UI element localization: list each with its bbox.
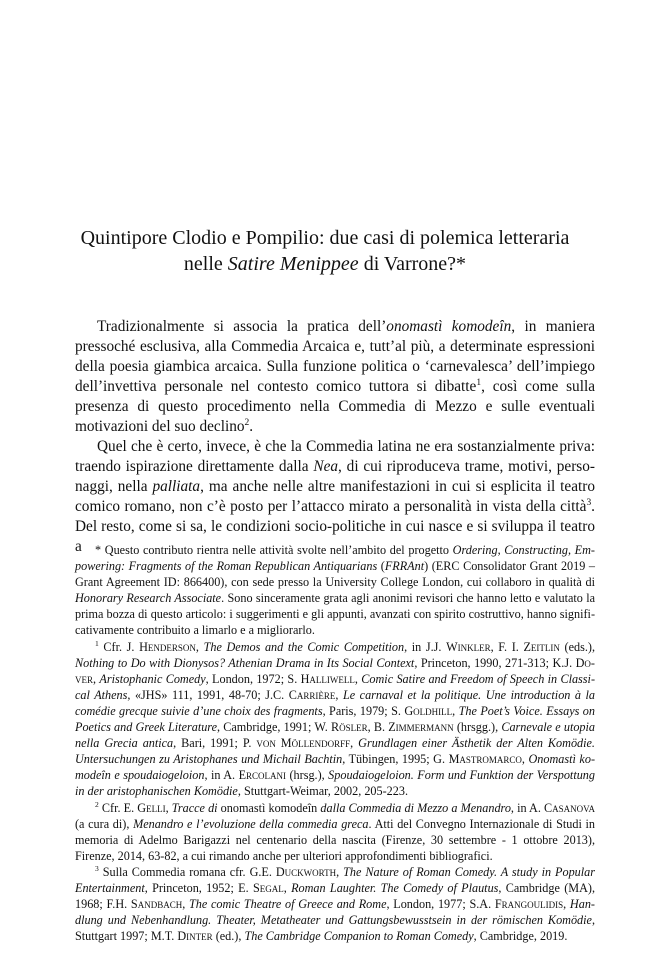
text-run: , [336, 864, 344, 879]
text-run: ) (ERC Consolidator Grant 2019 – Grant Agreement ID: 866400), con sede presso la University College London, cui collaboro in qualità di [75, 559, 595, 590]
text-run: , «JHS» 111, 1991, 48-70; J.C. [127, 687, 289, 702]
footnote-number: 2 [95, 799, 99, 809]
footnote-ref: 3 [586, 497, 592, 508]
author-name: Duckworth [275, 864, 337, 879]
italic-run: The comic Theatre of Greece and Rome [189, 897, 387, 912]
author-name: Frangoulidis [494, 897, 564, 912]
text-run: , [283, 880, 292, 895]
text-run: , Princeton, 1990, 271-313; K.J. [414, 655, 576, 670]
author-name: Carrière [288, 687, 336, 702]
italic-run: Le carnaval et la politique. Une introduction à la comédie grecque suivie d’une choix des fragments [75, 687, 596, 718]
text-run: , Stuttgart-Weimar, 2002, 205-223. [237, 784, 408, 799]
italic-run: Honorary Research Associate [75, 591, 222, 606]
title-line-2 [40, 251, 610, 277]
author-name: von Möllendorff [256, 736, 351, 751]
italic-run: The Poet’s Voice. Essays on Poetics and Greek Literature [75, 703, 595, 735]
text-run: , in maniera pressoché esclusiva, alla Commedia Arcaica e, tutt’al più, a determinate espressioni della poesia giambica arcaica. Sulla funzione politica o ‘carnevalesca’ dell’impiego dell’invettiva personale nel contesto comico tuttora si dibatte [75, 318, 595, 395]
italic-run: The Nature of Roman Comedy. A study in Popular Entertainment [75, 864, 595, 895]
text-run: , Bari, 1991; P. [173, 736, 257, 751]
text-run: , [335, 687, 343, 702]
text-run: , ma anche nelle altre manifestazioni in cui si esplicita il teatro comico romano, non c’è posto per l’attacco mirato a personalità in vista della città [75, 478, 595, 515]
italic-run: Spoudaiogeloion. Form und Funktion der Verspottung in der aristophanischen Komödie [75, 768, 595, 799]
footnote-ref: 2 [244, 417, 250, 428]
text-run: , [452, 703, 459, 718]
author-name: Dover [75, 655, 595, 686]
text-run: ( [377, 559, 385, 574]
author-name: Zeitlin [523, 639, 560, 654]
main-text [75, 317, 595, 557]
italic-run: Comic Satire and Freedom of Speech in Classical Athens [75, 671, 595, 702]
body-paragraph-1 [75, 317, 595, 437]
text-run: , B. [367, 720, 389, 735]
text-run: Quel che è certo, invece, è che la Commedia latina ne era sostanzialmente priva: traendo ispirazione direttamente dalla [75, 438, 595, 475]
footnote-2 [75, 800, 595, 864]
italic-run: onomastì komodeîn [386, 318, 512, 335]
text-run: onomastì komodeîn [217, 800, 321, 815]
text-run: Tradizionalmente si associa la pratica dell’ [97, 318, 387, 335]
footnote-3 [75, 864, 595, 944]
italic-run: Aristophanic Comedy [99, 671, 206, 686]
text-run: , London, 1972; S. [205, 671, 301, 686]
text-run: , [93, 671, 100, 686]
footnotes [75, 542, 595, 944]
author-name: Goldhill [404, 703, 453, 718]
text-run: , di cui riproduceva trame, motivi, personaggi, nella [75, 458, 596, 495]
footnote-ref: 1 [476, 377, 482, 388]
text-run: , Stuttgart 1997; M.T. [75, 913, 595, 944]
text-run: (hrsg.), [286, 768, 329, 783]
text-run: , F. I. [490, 639, 524, 654]
italic-run: Handlung und Nebenhandlung. Theater, Metatheater und Gattungsbewusstsein in der römischen Komödie [75, 897, 595, 928]
author-name: Gelli [137, 800, 166, 815]
text-run: , Cambridge (MA), 1968; F.H. [75, 880, 595, 912]
footnote-number: 3 [95, 863, 99, 873]
body-paragraph-2 [75, 437, 595, 557]
title-text: di Varrone?* [358, 253, 467, 275]
author-name: Ercolani [238, 768, 287, 783]
author-name: Casanova [544, 800, 595, 815]
text-run: (a cura di), [75, 816, 134, 831]
italic-run: Tracce di [171, 800, 218, 815]
author-name: Winkler [446, 639, 491, 654]
text-run: Sulla Commedia romana cfr. G.E. [98, 864, 276, 879]
italic-run: Onomastì komodeîn e spoudaiogeloion [75, 752, 595, 783]
text-run: , Tübingen, 1995; G. [342, 752, 449, 767]
text-run: Cfr. E. [98, 800, 138, 815]
text-run: , in J.J. [404, 639, 447, 654]
text-run: . [249, 418, 254, 435]
text-run: , [195, 639, 204, 654]
text-run: , [521, 752, 529, 767]
text-run: , Cambridge, 1991; W. [217, 720, 331, 735]
title-line-1: Quintipore Clodio e Pompilio: due casi di polemica letteraria [80, 227, 570, 249]
italic-run: FRRAnt [384, 559, 425, 574]
author-name: Sandbach [130, 897, 183, 912]
text-run: . Sono sinceramente grata agli anonimi revisori che hanno letto e valutato la prima bozza di questo articolo: i suggerimenti e gli appunti, avanzati con spirito costruttivo, hanno significativamente contribuito a limarlo e a migliorarlo. [75, 591, 595, 638]
text-run: , [563, 897, 570, 912]
italic-run: The Demos and the Comic Competition [203, 639, 405, 654]
text-run: , Cambridge, 2019. [473, 929, 568, 944]
text-run: , così come sulla presenza di questo procedimento nella Commedia di Mezzo e sulle eventuali motivazioni del suo declino [75, 378, 595, 435]
italic-run: Menandro e l’evoluzione della commedia greca [133, 816, 369, 831]
article-title [40, 225, 610, 277]
author-name: Halliwell [300, 671, 355, 686]
text-run: , [350, 736, 359, 751]
author-name: Henderson [139, 639, 196, 654]
italic-run: The Cambridge Companion to Roman Comedy [244, 929, 474, 944]
text-run: (ed.), [212, 929, 245, 944]
text-run: , [182, 897, 189, 912]
italic-run: palliata [152, 478, 201, 495]
text-run: , Princeton, 1952; E. [144, 880, 253, 895]
text-run: , in A. [510, 800, 545, 815]
author-name: Rösler [330, 720, 368, 735]
text-run: , [165, 800, 172, 815]
text-run: * Questo contributo rientra nelle attività svolte nell’ambito del progetto [95, 543, 453, 557]
text-run: (eds.), [559, 639, 595, 654]
author-name: Mastromarco [448, 752, 522, 767]
italic-run: Carnevale e utopia nella Grecia antica [75, 720, 596, 751]
footnote-number: 1 [95, 638, 99, 648]
text-run: . Del resto, come si sa, le condizioni socio-politiche in cui nasce e si sviluppa il teatro a [75, 498, 595, 555]
italic-run: Nea [313, 458, 339, 475]
text-run: Cfr. J. [98, 639, 140, 654]
author-name: Segal [252, 880, 284, 895]
text-run: . Atti del Convegno Internazionale di Studi in memoria di Adelmo Barigazzi nel centenario della nascita (Firenze, 30 settembre - 1 ottobre 2013), Firenze, 2014, 63-82, a cui rimando anche per ulteriori approfondimenti bibliografici. [75, 816, 595, 863]
italic-run: Grundlagen einer Ästhetik der Alten Komödie. Untersuchungen zu Aristophanes und Michail Bachtin [75, 736, 595, 767]
title-text: nelle [183, 253, 228, 275]
italic-run: dalla Commedia di Mezzo a Menandro [320, 800, 511, 815]
author-name: Dinter [177, 929, 213, 944]
italic-run: Roman Laughter. The Comedy of Plautus [291, 880, 499, 895]
text-run: , [354, 671, 362, 686]
author-name: Zimmermann [388, 720, 454, 735]
text-run: , Paris, 1979; S. [322, 703, 405, 718]
title-italic-text: Satire Menippee [227, 253, 359, 275]
text-run: , in A. [204, 768, 239, 783]
italic-run: Ordering, Constructing, Empowering: Fragments of the Roman Republican Antiquarians [75, 543, 595, 574]
text-run: (hrsgg.), [453, 720, 502, 735]
italic-run: Nothing to Do with Dionysos? Athenian Drama in Its Social Context [75, 655, 415, 670]
footnote-1 [75, 639, 595, 800]
text-run: , London, 1977; S.A. [386, 897, 495, 912]
footnote-star [75, 542, 595, 639]
